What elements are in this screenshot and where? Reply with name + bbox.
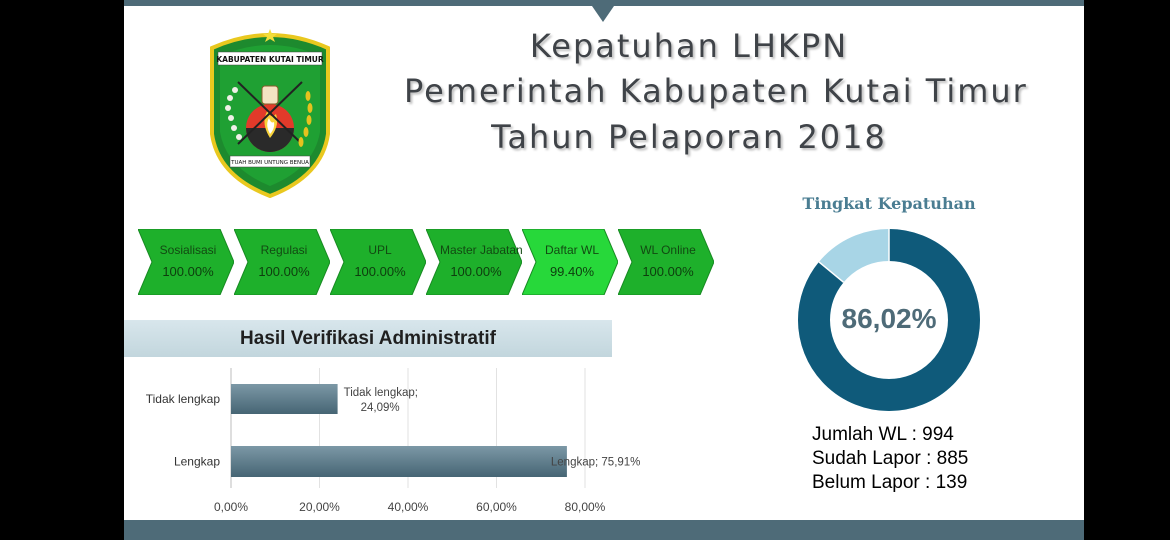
step-chevron	[330, 229, 426, 295]
step-label: UPL	[368, 243, 392, 257]
step-value: 100.00%	[258, 264, 310, 279]
step-value: 99.40%	[549, 264, 595, 279]
step-chevron-shape	[234, 229, 330, 295]
verification-header-label: Hasil Verifikasi Administratif	[240, 328, 496, 349]
data-label: Lengkap; 75,91%	[550, 456, 641, 469]
stat-sudah-lapor: Sudah Lapor : 885	[812, 448, 969, 469]
step-value: 100.00%	[450, 264, 502, 279]
step-upl	[330, 229, 426, 295]
slide	[124, 0, 1084, 540]
step-master-jabatan	[426, 229, 522, 295]
step-label: Regulasi	[260, 243, 308, 257]
step-chevron-shape	[618, 229, 714, 295]
title-line-3: Tahun Pelaporan 2018	[491, 118, 887, 156]
stat-belum-lapor: Belum Lapor : 139	[812, 472, 968, 493]
step-chevron	[618, 229, 714, 295]
x-tick-label: 80,00%	[564, 500, 606, 514]
verification-section-header	[124, 320, 612, 357]
verification-bar-chart	[124, 360, 644, 520]
step-chevron-shape	[426, 229, 522, 295]
step-chevron-shape	[330, 229, 426, 295]
step-chevron	[426, 229, 522, 295]
donut-title: Tingkat Kepatuhan	[802, 194, 976, 213]
title-line-1: Kepatuhan LHKPN	[529, 27, 849, 65]
step-chevron	[138, 229, 234, 295]
step-wl-online	[618, 229, 714, 295]
x-tick-label: 0,00%	[213, 500, 249, 514]
step-regulasi	[234, 229, 330, 295]
category-label: Tidak lengkap	[145, 392, 220, 406]
kutai-timur-emblem-logo	[204, 26, 336, 198]
step-value: 100.00%	[642, 264, 694, 279]
step-chevron-shape	[522, 229, 618, 295]
step-chevron-shape	[138, 229, 234, 295]
logo-motto-text: TUAH BUMI UNTUNG BENUA	[231, 160, 309, 166]
step-label: Daftar WL	[544, 243, 599, 257]
step-label: Master Jabatan	[440, 243, 523, 257]
step-value: 100.00%	[162, 264, 214, 279]
bar-tidak-lengkap	[231, 384, 338, 414]
step-chevron	[522, 229, 618, 295]
title-line-2: Pemerintah Kabupaten Kutai Timur	[404, 72, 1028, 110]
stat-jumlah-wl: Jumlah WL : 994	[812, 424, 954, 445]
x-tick-label: 20,00%	[299, 500, 340, 514]
logo-banner-text: KABUPATEN KUTAI TIMUR	[216, 55, 324, 64]
x-tick-label: 40,00%	[387, 500, 429, 514]
top-notch	[592, 6, 614, 22]
step-label: Sosialisasi	[159, 243, 217, 257]
bottom-bar	[124, 520, 1084, 540]
bar-lengkap	[231, 446, 567, 477]
step-chevron	[234, 229, 330, 295]
step-label: WL Online	[640, 243, 696, 257]
step-daftar-wl	[522, 229, 618, 295]
data-label: Tidak lengkap; 24,09%	[343, 387, 418, 414]
step-value: 100.00%	[354, 264, 406, 279]
step-sosialisasi	[138, 229, 234, 295]
donut-center-value: 86,02%	[841, 303, 937, 334]
category-label: Lengkap	[173, 454, 220, 469]
x-tick-label: 60,00%	[476, 500, 517, 514]
